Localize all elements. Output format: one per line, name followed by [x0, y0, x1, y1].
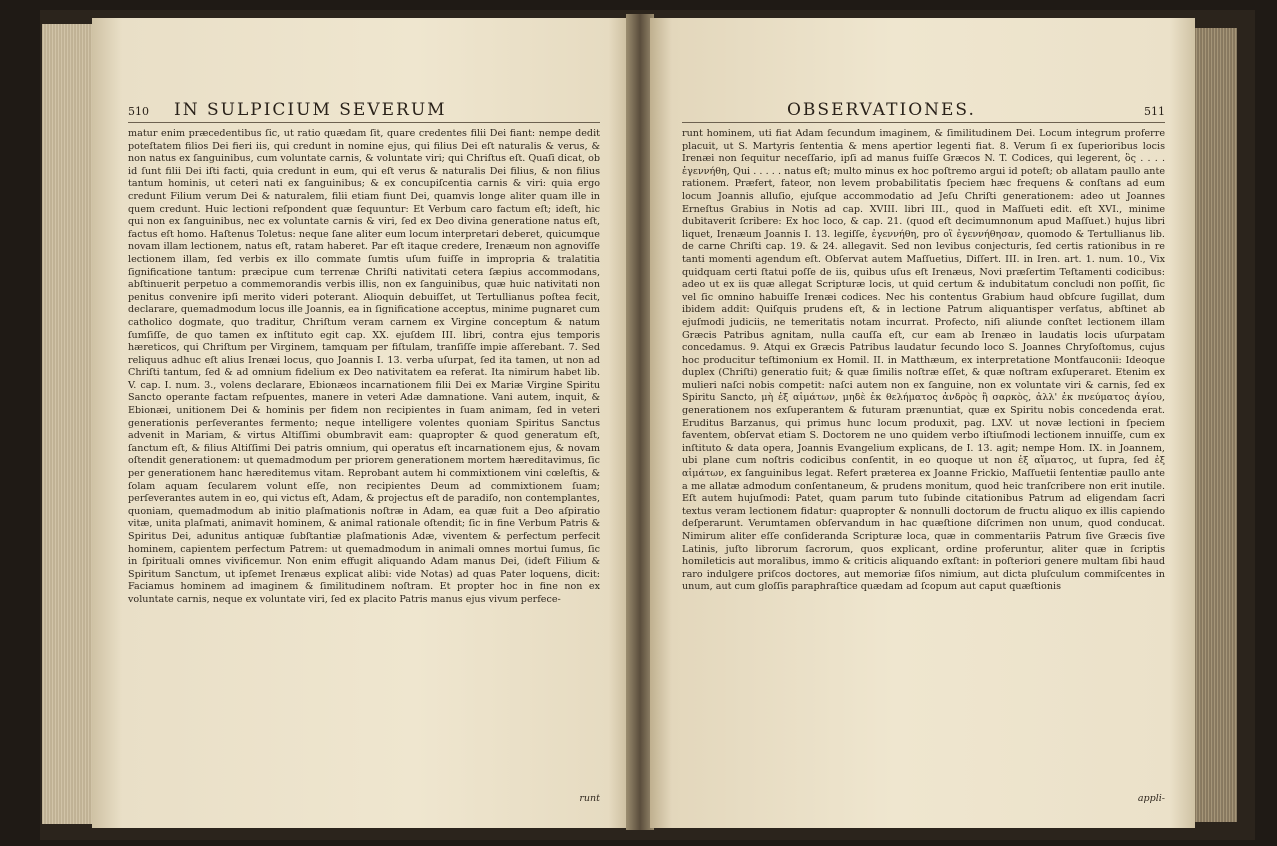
text-block: runt hominem, uti fiat Adam ſecundum imaginem, & ſimilitudinem Dei. Locum integrum proferre placuit, ut S. Martyris ſententia & mens apertior legenti fiat. 8. Verum ſi ex ſuperioribus locis Irenæi non ſequitur neceſſario, ipſi ad manus fuiſſe Græcos N. T. Codices, qui legerent, ὃς . . . . ἐγεννήθη, Qui . . . . . natus eſt; multo minus ex hoc poſtremo argui id poteſt; ob allatam paullo ante rationem. Præfert, fateor, non levem probabilitatis ſpeciem hæc frequens & conſtans ad eum locum Joannis alluſio, ejuſque accommodatio ad Jeſu Chriſti generationem: adeo ut Joannes Erneſtus Grabius in Notis ad cap. XVIII. libri III., quod in Maſſueti edit. eſt XVI., minime dubitaverit ſcribere: Ex hoc loco, & cap. 21. (quod eſt decimumnonum apud Maſſuet.) hujus libri liquet, Irenæum Joannis I. 13. legiſſe, ἐγεννήθη, pro οἳ ἐγεννήθησαν, quomodo & Tertullianus lib. de carne Chriſti cap. 19. & 24. allegavit. Sed non levibus conjecturis, ſed certis rationibus in re tanti momenti agendum eſt. Obſervat autem Maſſuetius, Diſſert. III. in Iren. art. 1. num. 10., Vix quidquam certi ſtatui poſſe de iis, quibus uſus eſt Irenæus, Novi præſertim Teſtamenti codicibus: adeo ut ex iis quæ allegat Scripturæ locis, ut quid certum & indubitatum concludi non poſſit, ſic vel ſic omnino habuiſſe Irenæi codices. Nec his contentus Grabium haud obſcure ſugillat, dum ibidem addit: Quiſquis prudens eſt, & in lectione Patrum aliquantisper verſatus, abſtinet ab ejuſmodi judiciis, ne temeritatis notam incurrat. Profecto, niſi aliunde conſtet lectionem illam Græcis Patribus agnitam, nulla cauſſa eſt, cur eam ab Irenæo in laudatis locis uſurpatam concedamus. 9. Atqui ex Græcis Patribus laudatur ſecundo loco S. Joannes Chryſoſtomus, cujus hoc producitur teſtimonium ex Homil. II. in Matthæum, ex interpretatione Montfauconii: Ideoque duplex (Chriſti) generatio fuit; & quæ ſimilis noſtræ eſſet, & quæ noſtram exſuperaret. Etenim ex mulieri naſci nobis competit: naſci autem non ex ſanguine, non ex voluntate viri & carnis, ſed ex Spiritu Sancto, μὴ ἐξ αἱμάτων, μηδὲ ἐκ θελήματος ἀνδρὸς ἢ σαρκὸς, ἀλλ' ἐκ πνεύματος ἁγίου, generationem nos exſuperantem & futuram prænuntiat, quæ ex Spiritu nobis concedenda erat. Eruditus Barzanus, qui primus hunc locum produxit, pag. LXV. ut novæ lectioni in ſpeciem faventem, obſervat etiam S. Doctorem ne uno quidem verbo iſtiuſmodi lectionem innuiſſe, cum ex inſtituto & data opera, Joannis Evangelium explicans, de I. 13. agit; nempe Hom. IX. in Joannem, ubi plane cum noſtris codicibus conſentit, in eo quoque ut non ἐξ αἵματος, ut ſupra, ſed ἐξ αἱμάτων, ex ſanguinibus legat. Refert præterea ex Joanne Frickio, Maſſuetii ſententiæ paullo ante a me allatæ admodum conſentaneum, & prudens monitum, quod heic tranſcribere non erit inutile. Eſt autem hujuſmodi: Patet, quam parum tuto ſubinde citationibus Patrum ad eligendam ſacri textus veram lectionem fidatur: quapropter & nonnulli doctorum de fructu aliquo ex illis capiendo deſperarunt. Verumtamen obſervandum in hac quæſtione diſcrimen non unum, quod conducat. Nimirum aliter eſſe conſideranda Scripturæ loca, quæ in commentariis Patrum ſive Græcis ſive Latinis, juſto librorum ſacrorum, quos explicant, ordine proferuntur, aliter quæ in ſcriptis homileticis aut moralibus, immo & criticis aliquando exſtant: in poſteriori genere multam ſibi haud raro indulgere priſcos doctores, aut memoriæ ſiſos nimium, aut dicta pluſculum commiſcentes in unum, aut cum gloſſis paraphraſtice quædam ad ſcopum aut caput quæſtionis [682, 128, 1165, 593]
right-page-text [682, 128, 1165, 788]
catchword: appli- [1137, 793, 1165, 804]
right-page [650, 18, 1195, 828]
left-page-text [128, 128, 600, 788]
left-page [92, 18, 630, 828]
text-block: matur enim præcedentibus ſic, ut ratio quædam ſit, quare credentes filii Dei fiant: nempe dedit poteſtatem filios Dei fieri iis, qui credunt in nomine ejus, qui filius Dei eſt naturalis & verus, & non natus ex ſanguinibus, cum voluntate carnis, & voluntate viri; qui Chriſtus eſt. Quaſi dicat, ob id ſunt filii Dei iſti facti, quia credunt in eum, qui eſt verus & naturalis Dei filius, & non filius tantum hominis, ut ceteri nati ex ſanguinibus; & ex concupiſcentia carnis & viri: quia ergo credunt Filium verum Dei & naturalem, filii etiam fiunt Dei, quamvis longe aliter quam ille in quem credunt. Huic lectioni reſpondent quæ ſequuntur: Et Verbum caro factum eſt; ideſt, hic qui non ex ſanguinibus, nec ex voluntate carnis & viri, ſed ex Deo divina generatione natus eſt, factus eſt homo. Haſtenus Toletus: neque ſane aliter eum locum interpretari deberet, quicumque novam illam lectionem, natus eſt, ratam haberet. Par eſt itaque credere, Irenæum non agnoviſſe lectionem illam, ſed verbis ex illo commate ſumtis uſum fuiſſe in impropria & tralatitia ſignificatione tantum: præcipue cum terrenæ Chriſti nativitati cetera ſæpius accommodans, abſtinuerit perpetuo a commemorandis verbis illis, non ex ſanguinibus, quæ huic nativitati non penitus convenire ipſi merito videri poterant. Alioquin debuiſſet, ut Tertullianus poſtea fecit, declarare, quemadmodum locus ille Joannis, ea in ſignificatione acceptus, minime pugnaret cum catholico dogmate, quo traditur, Chriſtum veram carnem ex Virgine conceptum & natum ſumſiſſe, de quo tamen ex inſtituto egit cap. XX. ejuſdem III. libri, contra ejus temporis hæreticos, qui Chriſtum per Virginem, tamquam per fiſtulam, tranſiſſe impie aſſerebant. 7. Sed reliquus adhuc eſt alius Irenæi locus, quo Joannis I. 13. verba uſurpat, ſed ita tamen, ut non ad Chriſti tantum, ſed & ad omnium fidelium ex Deo nativitatem ea referat. Ita nimirum habet lib. V. cap. I. num. 3., volens declarare, Ebionæos incarnationem filii Dei ex Mariæ Virgine Spiritu Sancto operante factam reſpuentes, manere in veteri Adæ damnatione. Vani autem, inquit, & Ebionæi, unitionem Dei & hominis per fidem non recipientes in ſuam animam, ſed in veteri generationis perſeverantes fermento; neque intelligere volentes quoniam Spiritus Sanctus advenit in Mariam, & virtus Altiſſimi obumbravit eam: quapropter & quod generatum eſt, ſanctum eſt, & filius Altiſſimi Dei patris omnium, qui operatus eſt incarnationem ejus, & novam oſtendit generationem: ut quemadmodum per priorem generationem mortem hæreditavimus, ſic per generationem hanc hæreditemus vitam. Reprobant autem hi commixtionem vini cœleſtis, & ſolam aquam ſecularem volunt eſſe, non recipientes Deum ad commixtionem ſuam; perſeverantes autem in eo, qui victus eſt, Adam, & projectus eſt de paradiſo, non contemplantes, quoniam, quemadmodum ab initio plaſmationis noſtræ in Adam, ea quæ fuit a Deo aſpiratio vitæ, unita plaſmati, animavit hominem, & animal rationale oſtendit; ſic in fine Verbum Patris & Spiritus Dei, adunitus antiquæ ſubſtantiæ plaſmationis Adæ, viventem & perfectum perfecit hominem, capientem perfectum Patrem: ut quemadmodum in animali omnes mortui ſumus, ſic in ſpirituali omnes vivificemur. Non enim effugit aliquando Adam manus Dei, (ideſt Filium & Spiritum Sanctum, ut ipſemet Irenæus explicat alibi: vide Notas) ad quas Pater loquens, dicit: Faciamus hominem ad imaginem & ſimilitudinem noſtram. Et propter hoc in fine non ex voluntate carnis, neque ex voluntate viri, ſed ex placito Patris manus ejus vivum perfece- [128, 128, 600, 605]
page-number: 510 [128, 105, 149, 118]
page-number: 511 [1144, 105, 1165, 118]
right-running-head [682, 100, 1165, 123]
left-running-head [128, 100, 600, 123]
left-page-edges [42, 24, 94, 824]
running-head-title: OBSERVATIONES. [787, 100, 976, 120]
catchword: runt [579, 793, 600, 804]
running-head-title: IN SULPICIUM SEVERUM [174, 100, 447, 120]
right-page-edges [1195, 28, 1237, 822]
